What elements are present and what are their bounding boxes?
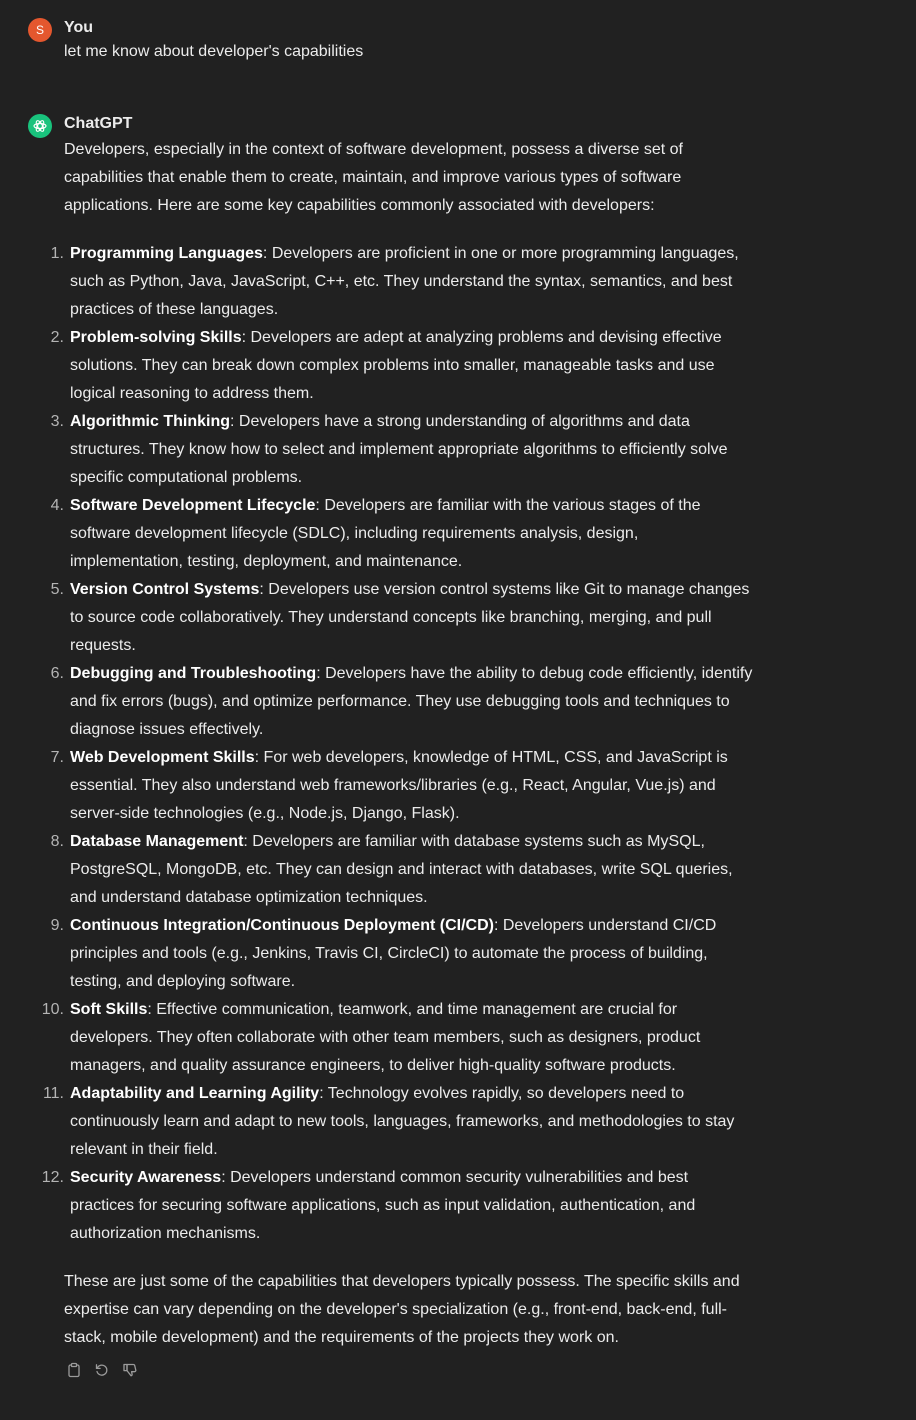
capability-description: : Developers have a strong understanding of algorithms and data structures. They know how to select and implement appropriate algorithms to efficiently solve specific computational problems. xyxy=(70,413,728,486)
assistant-message xyxy=(28,112,916,1380)
capability-number: 6. xyxy=(50,665,64,682)
regenerate-icon xyxy=(94,1362,110,1378)
capability-description: : For web developers, knowledge of HTML, CSS, and JavaScript is essential. They also understand web frameworks/libraries (e.g., React, Angular, Vue.js) and server-side technologies (e.g., Node.js, Django, Flask). xyxy=(70,749,728,822)
capability-number: 4. xyxy=(50,497,64,514)
capability-item xyxy=(50,912,754,996)
capability-item xyxy=(50,576,754,660)
capability-description: : Developers understand CI/CD principles and tools (e.g., Jenkins, Travis CI, CircleCI) to automate the process of building, testing, and deploying software. xyxy=(70,917,717,990)
capability-item xyxy=(50,408,754,492)
capability-title: Version Control Systems xyxy=(70,581,260,598)
capability-number: 9. xyxy=(50,917,64,934)
user-author-name: You xyxy=(64,19,94,36)
capability-title: Database Management xyxy=(70,833,244,850)
capability-description: : Effective communication, teamwork, and time management are crucial for developers. They often collaborate with other team members, such as designers, product managers, and quality assurance engineers, to deliver high-quality software products. xyxy=(70,1001,701,1074)
capability-number: 8. xyxy=(50,833,64,850)
capability-number: 1. xyxy=(50,245,64,262)
capability-item xyxy=(50,660,754,744)
capability-number: 5. xyxy=(50,581,64,598)
capability-number: 11. xyxy=(42,1085,64,1102)
capability-item xyxy=(50,828,754,912)
assistant-author-name: ChatGPT xyxy=(64,115,133,132)
capability-description: : Developers are proficient in one or more programming languages, such as Python, Java, JavaScript, C++, etc. They understand the syntax, semantics, and best practices of these languages. xyxy=(70,245,739,318)
capability-description: : Developers have the ability to debug code efficiently, identify and fix errors (bugs), and optimize performance. They use debugging tools and techniques to diagnose issues effectively. xyxy=(70,665,753,738)
thumbs-down-icon xyxy=(122,1362,138,1378)
copy-button[interactable] xyxy=(64,1360,84,1380)
capability-number: 12. xyxy=(41,1169,64,1186)
capability-title: Soft Skills xyxy=(70,1001,148,1018)
chatgpt-logo-icon xyxy=(28,114,52,138)
capability-number: 2. xyxy=(50,329,64,346)
capability-item xyxy=(41,1164,754,1248)
user-avatar: S xyxy=(28,18,52,42)
capability-number: 10. xyxy=(41,1001,64,1018)
user-message xyxy=(28,16,916,64)
capability-title: Adaptability and Learning Agility xyxy=(70,1085,320,1102)
capability-item xyxy=(41,996,754,1080)
message-actions xyxy=(64,1360,754,1380)
capability-description: : Technology evolves rapidly, so developers need to continuously learn and adapt to new tools, languages, frameworks, and methodologies to stay relevant in their field. xyxy=(70,1085,735,1158)
capability-title: Programming Languages xyxy=(70,245,263,262)
capability-number: 7. xyxy=(50,749,64,766)
capability-title: Algorithmic Thinking xyxy=(70,413,230,430)
assistant-outro: These are just some of the capabilities that developers typically possess. The specific skills and expertise can vary depending on the developer's specialization (e.g., front-end, back-end, full-stack, mobile development) and the requirements of the projects they work on. xyxy=(64,1273,740,1346)
thumbs-down-button[interactable] xyxy=(120,1360,140,1380)
capability-item xyxy=(50,324,754,408)
capability-description: : Developers use version control systems like Git to manage changes to source code collaboratively. They understand concepts like branching, merging, and pull requests. xyxy=(70,581,750,654)
user-message-text: let me know about developer's capabilities xyxy=(64,43,364,60)
capability-number: 3. xyxy=(50,413,64,430)
clipboard-icon xyxy=(66,1362,82,1378)
capability-title: Security Awareness xyxy=(70,1169,222,1186)
capability-title: Software Development Lifecycle xyxy=(70,497,316,514)
capability-title: Web Development Skills xyxy=(70,749,255,766)
capability-item xyxy=(50,744,754,828)
regenerate-button[interactable] xyxy=(92,1360,112,1380)
capability-title: Problem-solving Skills xyxy=(70,329,242,346)
capabilities-list xyxy=(41,240,754,1248)
capability-description: : Developers are adept at analyzing problems and devising effective solutions. They can break down complex problems into smaller, manageable tasks and use logical reasoning to address them. xyxy=(70,329,722,402)
capability-title: Continuous Integration/Continuous Deployment (CI/CD) xyxy=(70,917,494,934)
assistant-intro: Developers, especially in the context of software development, possess a diverse set of capabilities that enable them to create, maintain, and improve various types of software applications. Here are some key capabilities commonly associated with developers: xyxy=(64,141,683,214)
capability-item xyxy=(42,1080,754,1164)
capability-description: : Developers are familiar with database systems such as MySQL, PostgreSQL, MongoDB, etc. They can design and interact with databases, write SQL queries, and understand database optimization techniques. xyxy=(70,833,733,906)
capability-description: : Developers understand common security vulnerabilities and best practices for securing software applications, such as input validation, authentication, and authorization mechanisms. xyxy=(70,1169,696,1242)
capability-item xyxy=(50,492,754,576)
capability-description: : Developers are familiar with the various stages of the software development lifecycle (SDLC), including requirements analysis, design, implementation, testing, deployment, and maintenance. xyxy=(70,497,701,570)
capability-title: Debugging and Troubleshooting xyxy=(70,665,317,682)
capability-item xyxy=(50,240,754,324)
